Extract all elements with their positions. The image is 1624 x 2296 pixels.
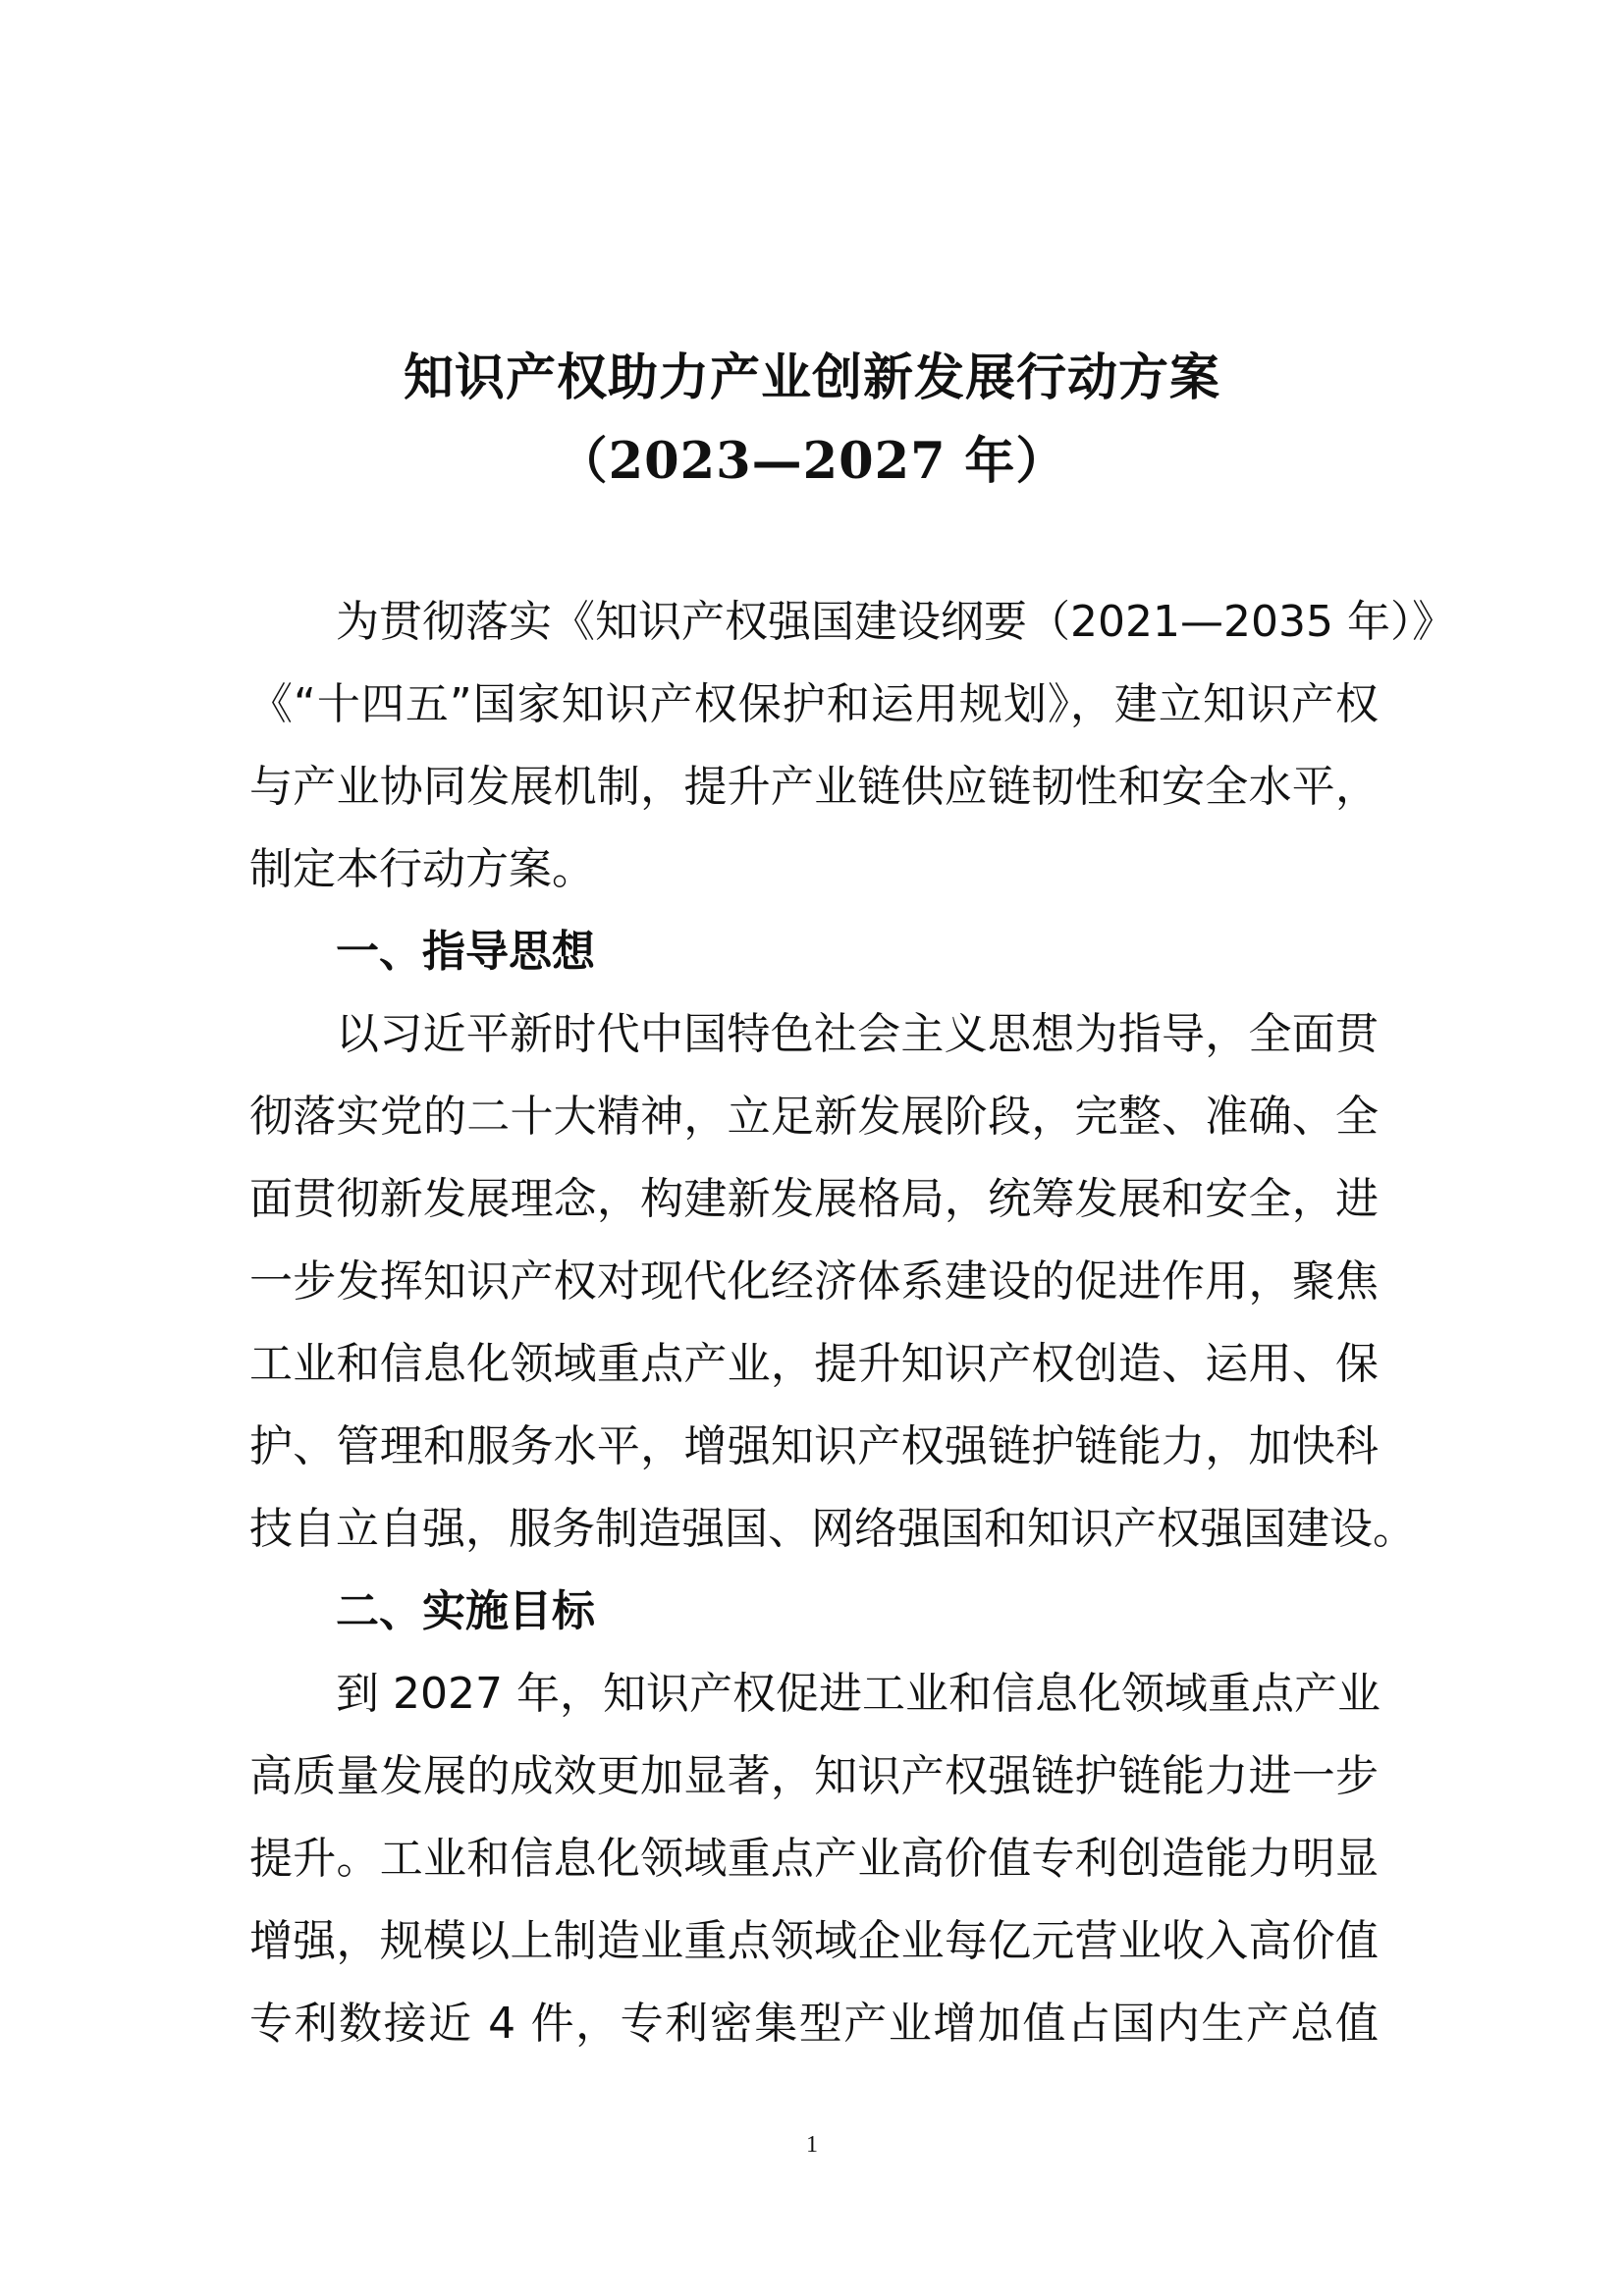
paragraph-line: 护、管理和服务水平，增强知识产权强链护链能力，加快科	[249, 1421, 1379, 1471]
paragraph-line: 面贯彻新发展理念，构建新发展格局，统筹发展和安全，进	[249, 1174, 1379, 1224]
paragraph-line: 以习近平新时代中国特色社会主义思想为指导，全面贯	[336, 1009, 1379, 1059]
paragraph-line: 技自立自强，服务制造强国、网络强国和知识产权强国建设。	[249, 1504, 1416, 1554]
paragraph-line: 增强，规模以上制造业重点领域企业每亿元营业收入高价值	[249, 1916, 1379, 1966]
intro-line: 制定本行动方案。	[249, 844, 595, 894]
intro-line: 《“十四五”国家知识产权保护和运用规划》，建立知识产权	[249, 679, 1379, 729]
paragraph-line: 彻落实党的二十大精神，立足新发展阶段，完整、准确、全	[249, 1092, 1379, 1142]
document-subtitle: （2023—2027 年）	[557, 432, 1067, 491]
paragraph-line: 工业和信息化领域重点产业，提升知识产权创造、运用、保	[249, 1339, 1379, 1389]
document-title: 知识产权助力产业创新发展行动方案	[403, 348, 1220, 407]
section-heading: 一、指导思想	[336, 927, 595, 977]
paragraph-line: 提升。工业和信息化领域重点产业高价值专利创造能力明显	[249, 1834, 1379, 1884]
intro-line: 为贯彻落实《知识产权强国建设纲要（2021—2035 年）》	[336, 597, 1455, 647]
paragraph-line: 专利数接近 4 件，专利密集型产业增加值占国内生产总值	[249, 1999, 1379, 2049]
paragraph-line: 高质量发展的成效更加显著，知识产权强链护链能力进一步	[249, 1751, 1379, 1801]
paragraph-line: 一步发挥知识产权对现代化经济体系建设的促进作用，聚焦	[249, 1256, 1379, 1307]
page-number: 1	[806, 2132, 818, 2158]
intro-line: 与产业协同发展机制，提升产业链供应链韧性和安全水平，	[249, 762, 1379, 812]
paragraph-line: 到 2027 年，知识产权促进工业和信息化领域重点产业	[336, 1669, 1380, 1719]
section-heading: 二、实施目标	[336, 1586, 595, 1636]
